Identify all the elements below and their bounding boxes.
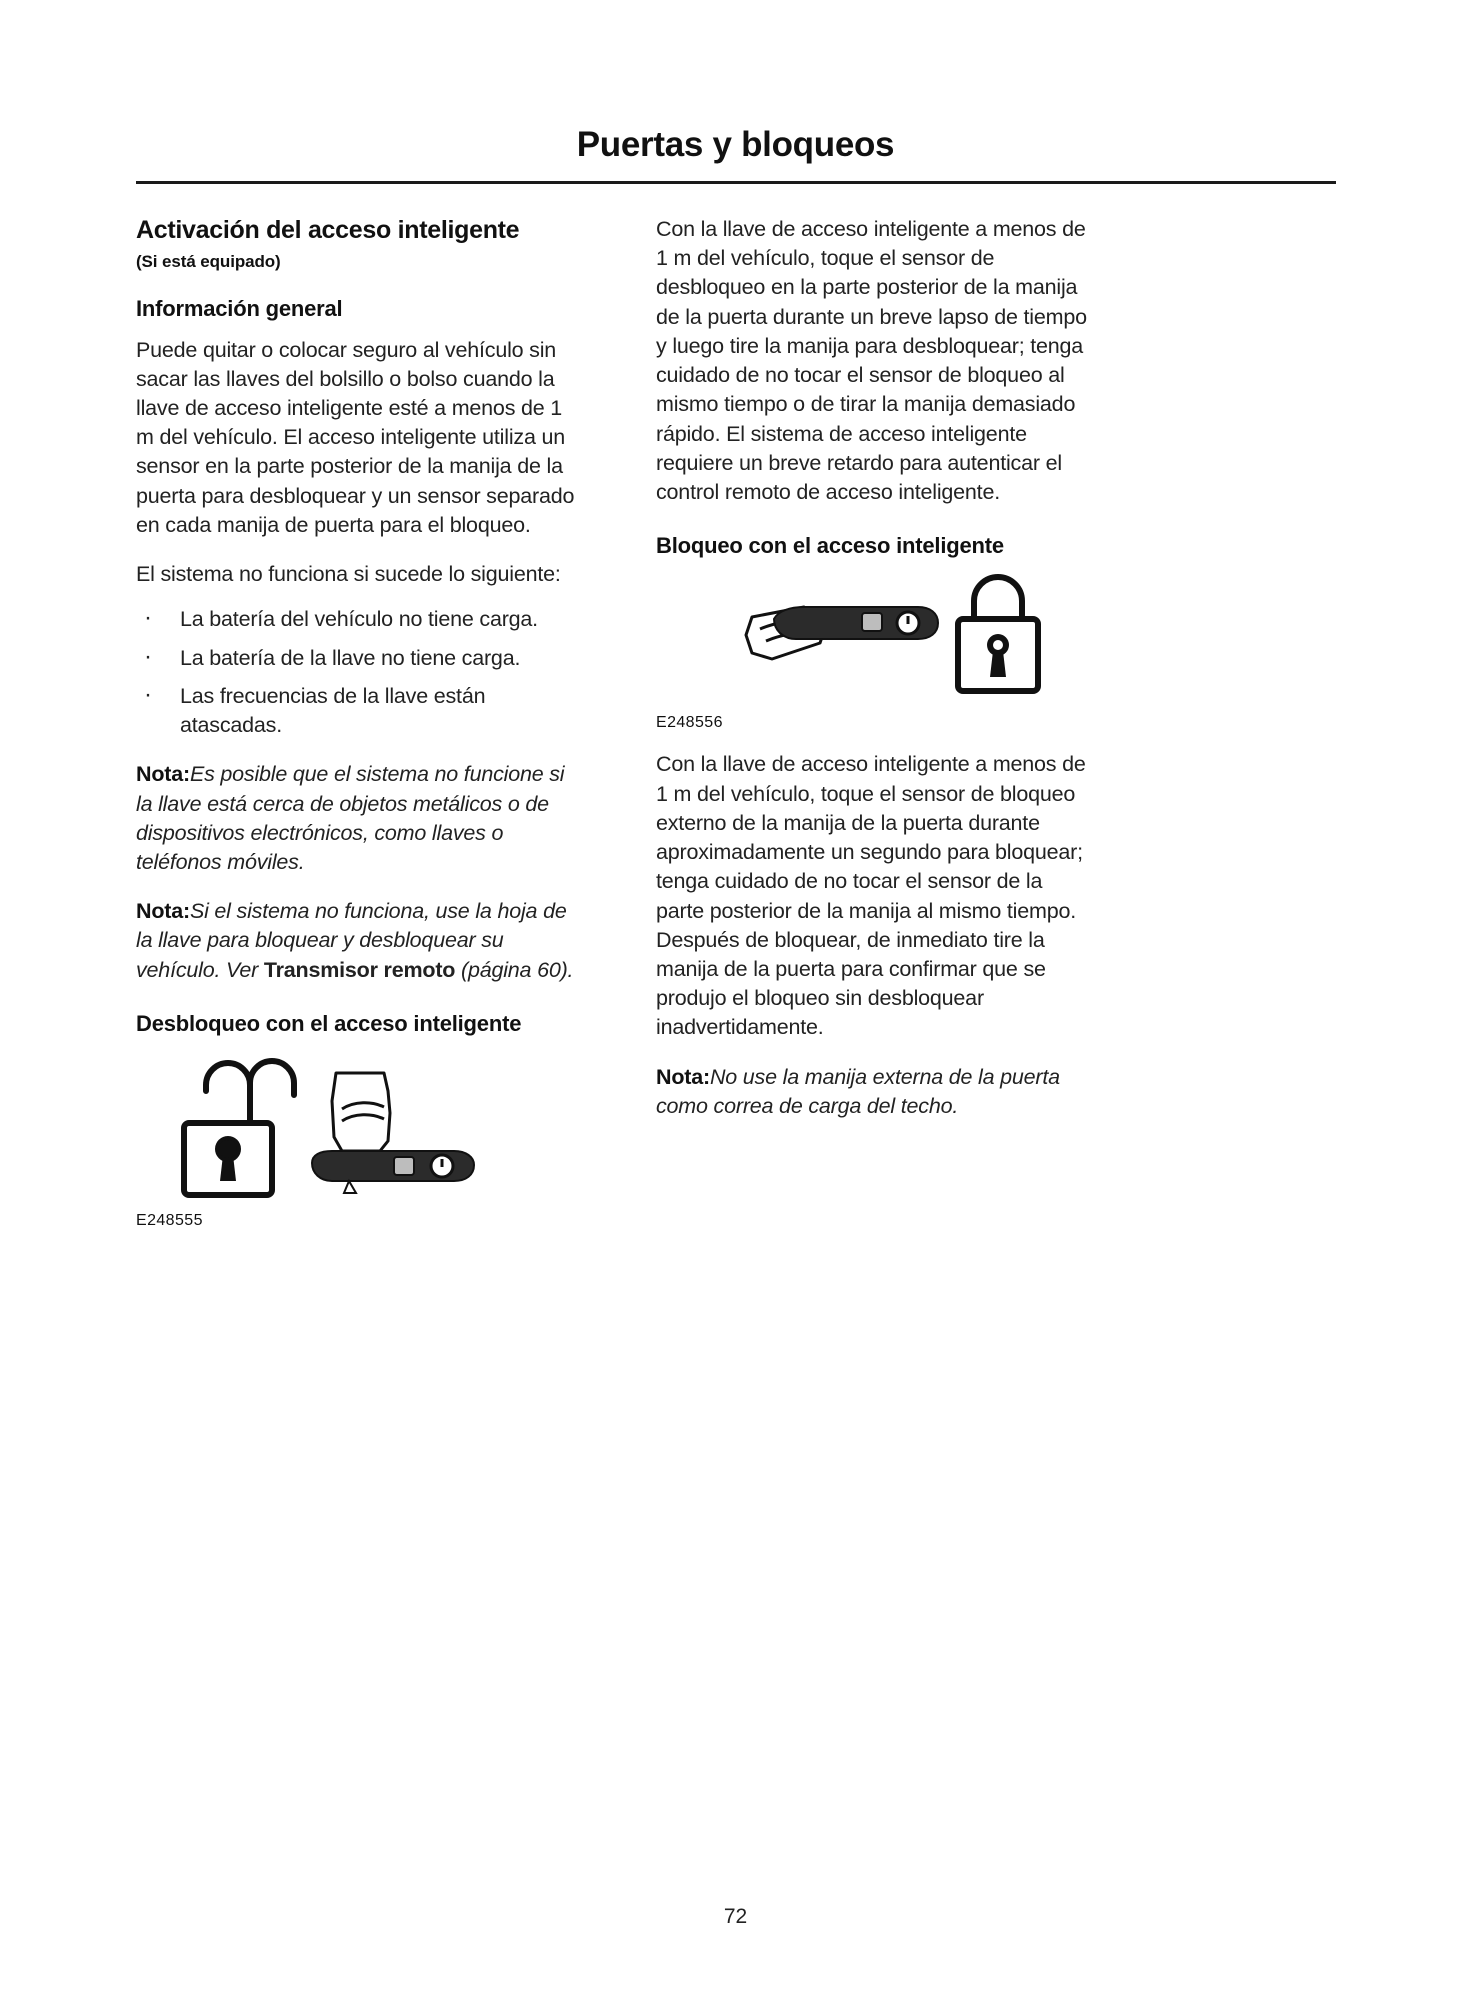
note-metallic-objects (136, 760, 576, 877)
paragraph-unlock-instructions: Con la llave de acceso inteligente a menos de 1 m del vehículo, toque el sensor de desbloqueo en la parte posterior de la manija de la puerta durante un breve lapso de tiempo y luego tire la manija para desbloquear; tenga cuidado de no tocar el sensor de bloqueo al mismo tiempo o de tirar la manija demasiado rápido. El sistema de acceso inteligente requiere un breve retardo para autenticar el control remoto de acceso inteligente. (656, 217, 1087, 505)
list-system-failure-conditions (136, 605, 576, 740)
door-handle-icon (312, 1151, 474, 1193)
subsection-title-lock: Bloqueo con el acceso inteligente (656, 533, 1004, 559)
figure-caption-unlock: E248555 (136, 1211, 203, 1229)
note-text: Es posible que el sistema no funcione si la llave está cerca de objetos metálicos o de dispositivos electrónicos, como llaves o teléfonos móviles. (136, 762, 565, 875)
lock-illustration (656, 573, 1056, 703)
padlock-keyhole-outline (991, 638, 1005, 652)
cross-reference-link[interactable]: Transmisor remoto (263, 957, 456, 982)
right-column (656, 215, 1096, 1248)
subsection-title-general-info: Información general (136, 295, 343, 321)
page-number: 72 (723, 1905, 748, 1928)
list-item: · Las frecuencias de la llave están atascadas. (136, 682, 576, 740)
header-divider (136, 181, 1336, 184)
left-column (136, 215, 576, 1248)
section-subnote-if-equipped: (Si está equipado) (136, 251, 281, 271)
note-label: Nota: (136, 899, 190, 924)
note-key-blade (136, 897, 576, 985)
two-column-body (136, 215, 1336, 1248)
subsection-title-unlock: Desbloqueo con el acceso inteligente (136, 1010, 522, 1036)
note-text-before: Si el sistema no funciona, use la hoja de la llave para bloquear y desbloquear su vehículo. Ver (136, 899, 567, 982)
figure-unlock-smart-access (136, 1051, 576, 1230)
figure-caption-lock: E248556 (656, 714, 723, 732)
page-title: Puertas y bloqueos (576, 125, 895, 164)
note-text-after: (página 60). (455, 957, 574, 982)
paragraph-lock-instructions: Con la llave de acceso inteligente a menos de 1 m del vehículo, toque el sensor de bloqueo externo de la manija de la puerta durante aproximadamente un segundo para bloquear; tenga cuidado de no tocar el sensor de la parte posterior de la manija al mismo tiempo. Después de bloquear, de inmediato tire la manija de la puerta para confirmar que se produjo el bloqueo sin desbloquear inadvertidamente. (656, 752, 1086, 1040)
note-door-handle-warning (656, 1063, 1096, 1121)
list-item: · La batería de la llave no tiene carga. (136, 644, 576, 673)
note-label: Nota: (656, 1064, 710, 1089)
paragraph-system-failure-intro: El sistema no funciona si sucede lo siguiente: (136, 562, 561, 587)
note-label: Nota: (136, 762, 190, 787)
door-handle-icon (774, 607, 938, 639)
open-padlock-icon (184, 1061, 294, 1195)
section-title-smart-access: Activación del acceso inteligente (136, 216, 520, 244)
paragraph-general-info: Puede quitar o colocar seguro al vehículo sin sacar las llaves del bolsillo o bolso cuando la llave de acceso inteligente esté a menos de 1 m del vehículo. El acceso inteligente utiliza un sensor en la parte posterior de la manija de la puerta para desbloquear y un sensor separado en cada manija de puerta para el bloqueo. (136, 337, 575, 537)
unlock-illustration (136, 1051, 516, 1201)
figure-lock-smart-access (656, 573, 1096, 732)
note-text: No use la manija externa de la puerta como correa de carga del techo. (656, 1064, 1060, 1118)
list-item: · La batería del vehículo no tiene carga. (136, 605, 576, 634)
